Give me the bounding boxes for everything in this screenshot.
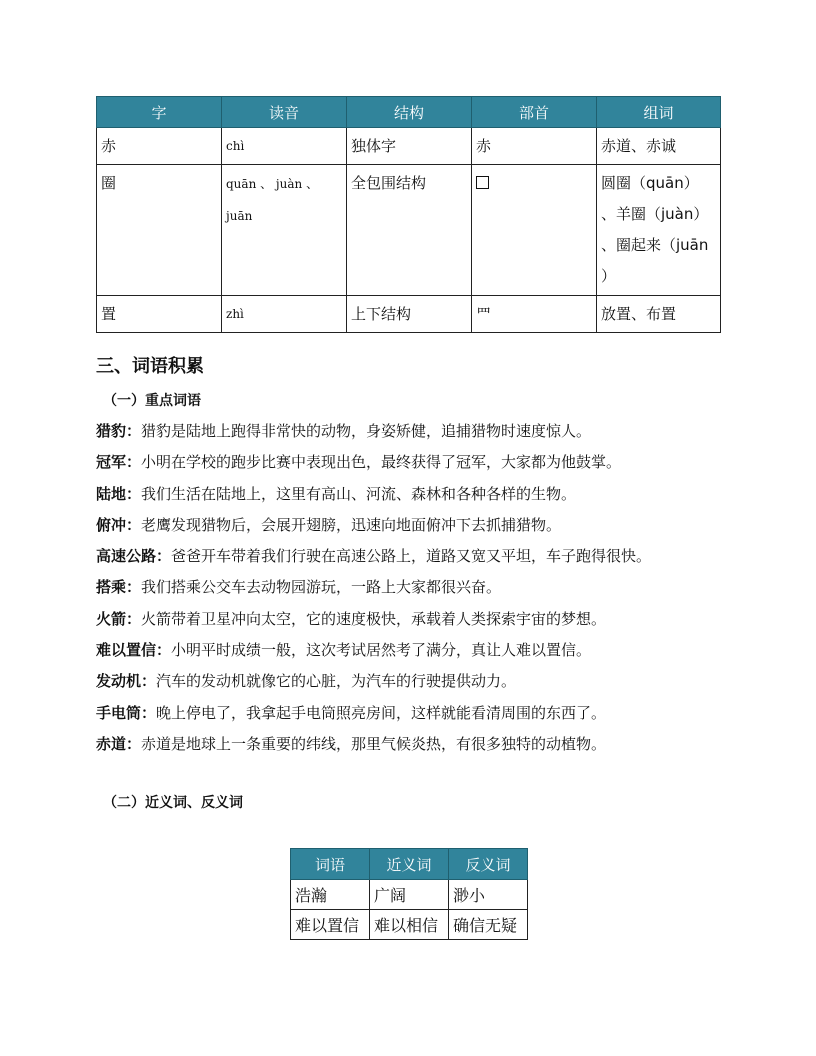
header-antonym: 反义词: [449, 849, 528, 880]
cell-radical: [472, 165, 597, 296]
vocab-list: [96, 416, 726, 760]
list-item: [96, 698, 726, 729]
header-char: 字: [97, 97, 222, 128]
vocab-sentence: 爸爸开车带着我们行驶在高速公路上，道路又宽又平坦，车子跑得很快。: [171, 547, 652, 566]
table-row: [97, 165, 721, 296]
vocab-sentence: 我们生活在陆地上，这里有高山、河流、森林和各种各样的生物。: [141, 484, 577, 503]
table-row: [291, 910, 528, 940]
enclosure-radical-icon: [476, 176, 489, 189]
pinyin-line: juān: [226, 209, 253, 223]
cell-structure: 上下结构: [347, 296, 472, 333]
list-item: [96, 572, 726, 603]
vocab-sentence: 火箭带着卫星冲向太空，它的速度极快，承载着人类探索宇宙的梦想。: [141, 609, 607, 628]
vocab-term: 猎豹：: [96, 422, 142, 440]
list-item: [96, 541, 726, 572]
vocab-sentence: 老鹰发现猎物后，会展开翅膀，迅速向地面俯冲下去抓捕猎物。: [141, 515, 562, 534]
vocab-term: 高速公路：: [96, 547, 172, 566]
vocab-term: 搭乘：: [96, 578, 142, 597]
table-row: [97, 128, 721, 165]
cell-synonym: 广阔: [370, 880, 449, 910]
vocab-term: 手电筒：: [96, 703, 157, 722]
cell-radical: 赤: [472, 128, 597, 165]
list-item: [96, 604, 726, 635]
cell-structure: 独体字: [347, 128, 472, 165]
vocab-sentence: 猎豹是陆地上跑得非常快的动物，身姿矫健，追捕猎物时速度惊人。: [141, 422, 592, 440]
vocab-sentence: 汽车的发动机就像它的心脏，为汽车的行驶提供动力。: [156, 672, 517, 691]
header-pinyin: 读音: [222, 97, 347, 128]
vocab-sentence: 小明平时成绩一般，这次考试居然考了满分，真让人难以置信。: [171, 641, 592, 660]
synonym-table-header: [291, 849, 528, 880]
list-item: [96, 479, 726, 510]
vocab-sentence: 小明在学校的跑步比赛中表现出色，最终获得了冠军，大家都为他鼓掌。: [141, 453, 622, 472]
vocab-term: 陆地：: [96, 484, 142, 503]
character-table: [96, 96, 721, 333]
cell-words: 赤道、赤诚: [597, 128, 721, 165]
cell-antonym: 确信无疑: [449, 910, 528, 940]
subsection-title-synonyms: （二）近义词、反义词: [103, 795, 243, 811]
cell-words: 放置、布置: [597, 296, 721, 333]
vocab-term: 难以置信：: [96, 641, 172, 660]
vocab-term: 冠军：: [96, 453, 142, 472]
vocab-term: 火箭：: [96, 609, 142, 628]
table-row: [291, 880, 528, 910]
list-item: [96, 666, 726, 697]
header-words: 组词: [597, 97, 721, 128]
cell-word: 难以置信: [291, 910, 370, 940]
cell-pinyin: [222, 165, 347, 296]
section-title: 三、词语积累: [96, 356, 204, 377]
cell-radical: 罒: [472, 296, 597, 333]
pinyin-line: quān 、 juàn 、: [226, 177, 319, 191]
list-item: [96, 447, 726, 478]
vocab-sentence: 赤道是地球上一条重要的纬线，那里气候炎热，有很多独特的动植物。: [141, 734, 607, 753]
cell-char: 置: [97, 296, 222, 333]
cell-words: [597, 165, 721, 296]
words-line: 圆圈（quān）: [601, 174, 699, 192]
words-line: 、羊圈（juàn）: [601, 205, 709, 223]
list-item: [96, 416, 726, 447]
header-radical: 部首: [472, 97, 597, 128]
list-item: [96, 510, 726, 541]
vocab-term: 赤道：: [96, 734, 142, 753]
vocab-term: 俯冲：: [96, 515, 142, 534]
cell-char: 圈: [97, 165, 222, 296]
cell-synonym: 难以相信: [370, 910, 449, 940]
cell-word: 浩瀚: [291, 880, 370, 910]
subsection-title-key-words: （一）重点词语: [103, 393, 201, 409]
synonym-antonym-table: [290, 848, 528, 940]
words-line: ）: [601, 267, 617, 285]
header-structure: 结构: [347, 97, 472, 128]
list-item: [96, 635, 726, 666]
vocab-term: 发动机：: [96, 672, 157, 691]
table-row: [97, 296, 721, 333]
list-item: [96, 729, 726, 760]
header-synonym: 近义词: [370, 849, 449, 880]
cell-pinyin: zhì: [222, 296, 347, 333]
cell-antonym: 渺小: [449, 880, 528, 910]
vocab-sentence: 晚上停电了，我拿起手电筒照亮房间，这样就能看清周围的东西了。: [156, 703, 607, 722]
vocab-sentence: 我们搭乘公交车去动物园游玩，一路上大家都很兴奋。: [141, 578, 502, 597]
cell-pinyin: chì: [222, 128, 347, 165]
cell-char: 赤: [97, 128, 222, 165]
words-line: 、圈起来（juān: [601, 236, 709, 254]
header-word: 词语: [291, 849, 370, 880]
character-table-header: [97, 97, 721, 128]
cell-structure: 全包围结构: [347, 165, 472, 296]
